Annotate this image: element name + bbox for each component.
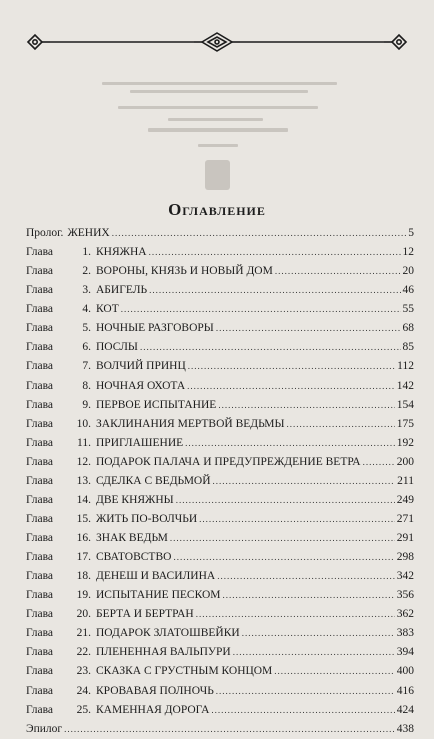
- page-number: 362: [396, 608, 414, 621]
- chapter-number: 16.: [76, 532, 91, 544]
- page-number: 154: [396, 398, 414, 411]
- toc-entry: [26, 396, 414, 415]
- chapter-number: 14.: [76, 493, 91, 506]
- chapter-number: 10.: [76, 417, 91, 430]
- chapter-number: 2.: [82, 265, 91, 278]
- chapter-number: 7.: [82, 360, 91, 373]
- page-number: 112: [397, 360, 414, 373]
- toc-entry: [26, 682, 414, 701]
- chapter-number: 4.: [82, 303, 91, 316]
- chapter-title: НОЧНЫЕ РАЗГОВОРЫ: [96, 322, 214, 335]
- dot-leader: [363, 453, 395, 472]
- chapter-number: 22.: [76, 646, 91, 659]
- entry-prefix: Глава: [26, 570, 54, 583]
- chapter-number: 24.: [76, 684, 91, 697]
- entry-prefix: Глава: [26, 246, 54, 259]
- toc-entry: [26, 338, 414, 357]
- toc-entry: [26, 567, 414, 586]
- chapter-number: 15.: [76, 512, 91, 525]
- page-number: 291: [396, 532, 414, 544]
- chapter-number: 1.: [82, 246, 91, 259]
- dot-leader: [121, 300, 401, 319]
- chapter-title: ПРИГЛАШЕНИЕ: [96, 436, 184, 449]
- chapter-number: 6.: [82, 341, 91, 354]
- entry-prefix: Глава: [26, 265, 54, 278]
- toc-entry: [26, 643, 414, 662]
- entry-prefix: Пролог.: [26, 227, 64, 239]
- toc-title: Оглавление: [168, 200, 266, 219]
- entry-prefix: Глава: [26, 474, 54, 487]
- entry-prefix: Глава: [26, 341, 54, 354]
- dot-leader: [218, 396, 394, 415]
- dot-leader: [199, 510, 395, 529]
- dot-leader: [185, 434, 395, 453]
- entry-prefix: Глава: [26, 684, 54, 697]
- dot-leader: [149, 281, 400, 300]
- page-number: 383: [396, 627, 414, 640]
- entry-prefix: Глава: [26, 665, 54, 678]
- entry-prefix: Глава: [26, 646, 54, 659]
- chapter-title: АБИГЕЛЬ: [96, 284, 148, 297]
- page-number: 192: [396, 436, 414, 449]
- toc-entry: [26, 377, 414, 396]
- entry-prefix: Глава: [26, 398, 54, 411]
- toc-entry: [26, 510, 414, 529]
- dot-leader: [211, 701, 394, 720]
- chapter-title: КНЯЖНА: [96, 246, 147, 259]
- entry-prefix: Глава: [26, 512, 54, 525]
- page-number: 394: [396, 646, 414, 659]
- chapter-title: ДЕНЕШ И ВАСИЛИНА: [96, 570, 216, 583]
- dot-leader: [112, 224, 407, 243]
- page-number: 211: [397, 474, 414, 487]
- chapter-title: БЕРТА И БЕРТРАН: [96, 608, 194, 621]
- chapter-title: ПОДАРОК ЗЛАТОШВЕЙКИ: [96, 627, 240, 640]
- chapter-title: ВОЛЧИЙ ПРИНЦ: [96, 360, 186, 373]
- toc-list: [26, 224, 414, 739]
- chapter-title: КРОВАВАЯ ПОЛНОЧЬ: [96, 684, 214, 697]
- page-number: 85: [402, 341, 414, 354]
- toc-entry: [26, 300, 414, 319]
- dot-leader: [196, 605, 395, 624]
- toc-entry: [26, 586, 414, 605]
- toc-entry: [26, 605, 414, 624]
- chapter-title: СКАЗКА С ГРУСТНЫМ КОНЦОМ: [96, 665, 273, 678]
- entry-prefix: Эпилог: [26, 722, 63, 735]
- dot-leader: [173, 548, 394, 567]
- page-number: 298: [396, 551, 414, 564]
- chapter-title: ДВЕ КНЯЖНЫ: [96, 493, 174, 506]
- entry-prefix: Глава: [26, 417, 54, 430]
- toc-entry: [26, 224, 414, 243]
- page-number: 416: [396, 684, 414, 697]
- entry-prefix: Глава: [26, 532, 54, 544]
- chapter-title: ПЕРВОЕ ИСПЫТАНИЕ: [96, 398, 217, 411]
- chapter-number: 12.: [76, 455, 91, 468]
- dot-leader: [176, 491, 395, 510]
- toc-entry: [26, 434, 414, 453]
- toc-entry: [26, 453, 414, 472]
- page-number: 342: [396, 570, 414, 583]
- chapter-title: КОТ: [96, 303, 119, 316]
- chapter-title: ВОРОНЫ, КНЯЗЬ И НОВЫЙ ДОМ: [96, 265, 273, 278]
- entry-prefix: Глава: [26, 360, 54, 373]
- toc-entry: [26, 662, 414, 681]
- chapter-title: НОЧНАЯ ОХОТА: [96, 379, 186, 392]
- dot-leader: [187, 377, 395, 396]
- page-number: 68: [402, 322, 414, 335]
- chapter-title: ИСПЫТАНИЕ ПЕСКОМ: [96, 589, 221, 602]
- entry-prefix: Глава: [26, 379, 54, 392]
- page-number: 271: [396, 512, 414, 525]
- chapter-title: ЗНАК ВЕДЬМ: [96, 532, 168, 544]
- dot-leader: [64, 720, 395, 739]
- chapter-title: СДЕЛКА С ВЕДЬМОЙ: [96, 474, 211, 487]
- chapter-number: 9.: [82, 398, 91, 411]
- dot-leader: [170, 529, 395, 548]
- decorative-ornament: [22, 31, 412, 53]
- chapter-title: ПЛЕНЕННАЯ ВАЛЬПУРИ: [96, 646, 231, 659]
- entry-prefix: Глава: [26, 284, 54, 297]
- page-number: 20: [402, 265, 414, 278]
- chapter-number: 3.: [82, 284, 91, 297]
- chapter-number: 25.: [76, 703, 91, 716]
- page-number: 438: [396, 722, 414, 735]
- chapter-number: 20.: [76, 608, 91, 621]
- chapter-number: 17.: [76, 551, 91, 564]
- dot-leader: [242, 624, 395, 643]
- dot-leader: [213, 472, 396, 491]
- page-number: 175: [396, 417, 414, 430]
- entry-prefix: Глава: [26, 703, 54, 716]
- chapter-title: ПОСЛЫ: [96, 341, 138, 354]
- entry-prefix: Глава: [26, 551, 54, 564]
- toc-entry: [26, 529, 414, 548]
- entry-prefix: Глава: [26, 627, 54, 640]
- dot-leader: [140, 338, 401, 357]
- toc-entry: [26, 472, 414, 491]
- dot-leader: [223, 586, 395, 605]
- chapter-number: 5.: [82, 322, 91, 335]
- toc-entry: [26, 262, 414, 281]
- chapter-number: 21.: [76, 627, 91, 640]
- toc-entry: [26, 548, 414, 567]
- chapter-title: ЖИТЬ ПО-ВОЛЧЬИ: [96, 512, 198, 525]
- dot-leader: [149, 243, 401, 262]
- entry-prefix: Глава: [26, 608, 54, 621]
- chapter-title: ЗАКЛИНАНИЯ МЕРТВОЙ ВЕДЬМЫ: [96, 417, 285, 430]
- page-number: 424: [396, 703, 414, 716]
- dot-leader: [217, 567, 395, 586]
- toc-entry: [26, 243, 414, 262]
- toc-entry: [26, 357, 414, 376]
- dot-leader: [216, 319, 401, 338]
- chapter-title: ПОДАРОК ПАЛАЧА И ПРЕДУПРЕЖДЕНИЕ ВЕТРА: [96, 455, 361, 468]
- page-number: 5: [408, 227, 414, 239]
- page-number: 200: [396, 455, 414, 468]
- toc-entry: [26, 281, 414, 300]
- chapter-number: 13.: [76, 474, 91, 487]
- page-number: 12: [402, 246, 414, 259]
- chapter-number: 11.: [77, 436, 91, 449]
- chapter-title: ЖЕНИХ: [67, 227, 110, 239]
- dot-leader: [287, 415, 395, 434]
- chapter-number: 23.: [76, 665, 91, 678]
- page-number: 356: [396, 589, 414, 602]
- toc-entry: [26, 319, 414, 338]
- toc-entry: [26, 720, 414, 739]
- toc-entry: [26, 415, 414, 434]
- toc-entry: [26, 701, 414, 720]
- entry-prefix: Глава: [26, 303, 54, 316]
- entry-prefix: Глава: [26, 589, 54, 602]
- chapter-number: 18.: [76, 570, 91, 583]
- toc-entry: [26, 491, 414, 510]
- dot-leader: [275, 262, 401, 281]
- dot-leader: [233, 643, 395, 662]
- entry-prefix: Глава: [26, 436, 54, 449]
- chapter-number: 19.: [76, 589, 91, 602]
- page-number: 249: [396, 493, 414, 506]
- entry-prefix: Глава: [26, 322, 54, 335]
- chapter-title: КАМЕННАЯ ДОРОГА: [96, 703, 210, 716]
- entry-prefix: Глава: [26, 455, 54, 468]
- chapter-title: СВАТОВСТВО: [96, 551, 172, 564]
- dot-leader: [188, 357, 395, 376]
- entry-prefix: Глава: [26, 493, 54, 506]
- page-number: 142: [396, 379, 414, 392]
- page-number: 46: [402, 284, 414, 297]
- chapter-number: 8.: [82, 379, 91, 392]
- dot-leader: [216, 682, 395, 701]
- dot-leader: [274, 662, 395, 681]
- toc-entry: [26, 624, 414, 643]
- page-number: 55: [402, 303, 414, 316]
- page-number: 400: [396, 665, 414, 678]
